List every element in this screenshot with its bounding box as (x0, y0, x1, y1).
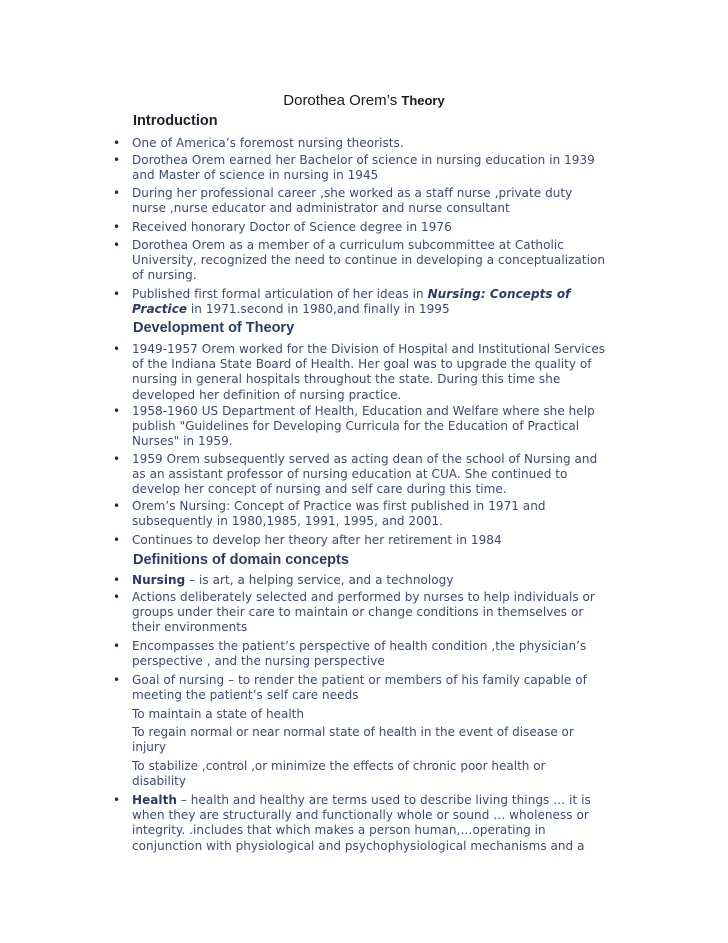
list-item: • Published first formal articulation of her ideas in Nursing: Concepts of Practice in 1971.second in 1980,and finally in 1995 (113, 287, 571, 317)
bullet-icon: • (113, 793, 121, 807)
document-title (0, 92, 728, 109)
list-item: • 1958-1960 US Department of Health, Education and Welfare where she help publish "Guidelines for Developing Curricula for the Education of Practical Nurses" in 1959. (113, 404, 595, 449)
list-item: • One of America’s foremost nursing theorists. (113, 136, 404, 150)
bullet-icon: • (113, 287, 121, 301)
bullet-icon: • (113, 136, 121, 150)
bullet-icon: • (113, 673, 121, 687)
health-term: Health (132, 793, 177, 807)
title-main: Dorothea Orem’s (283, 92, 402, 109)
bullet-icon: • (113, 186, 121, 200)
list-item: • Goal of nursing – to render the patient or members of his family capable of meeting the patient’s self care needs (113, 673, 587, 703)
list-item: • Encompasses the patient’s perspective of health condition ,the physician’s perspective , and the nursing perspective (113, 639, 587, 669)
bullet-icon: • (113, 404, 121, 418)
list-item: • 1949-1957 Orem worked for the Division of Hospital and Institutional Services of the Indiana State Board of Health. Her goal was to upgrade the quality of nursing in general hospitals throughout the state. During this time she developed her definition of nursing practice. (113, 342, 606, 402)
bullet-icon: • (113, 499, 121, 513)
book-title: Nursing: Concepts of Practice (132, 287, 571, 317)
list-item: • Received honorary Doctor of Science degree in 1976 (113, 220, 452, 234)
list-item: • Dorothea Orem earned her Bachelor of science in nursing education in 1939 and Master of science in nursing in 1945 (113, 153, 595, 183)
title-suffix: Theory (401, 93, 445, 108)
list-item: • Orem’s Nursing: Concept of Practice was first published in 1971 and subsequently in 1980,1985, 1991, 1995, and 2001. (113, 499, 546, 529)
bullet-icon: • (113, 590, 121, 604)
list-item: • Actions deliberately selected and performed by nurses to help individuals or groups under their care to maintain or change conditions in themselves or their environments (113, 590, 595, 635)
sub-item: To maintain a state of health (132, 707, 304, 721)
bullet-icon: • (113, 452, 121, 466)
list-item: • Continues to develop her theory after her retirement in 1984 (113, 533, 502, 547)
definitions-heading: Definitions of domain concepts (133, 552, 349, 568)
bullet-icon: • (113, 220, 121, 234)
list-item: • Health – health and healthy are terms used to describe living things … it is when they are structurally and functionally whole or sound … wholeness or integrity. .includes that which makes a person human,…operating in conjunction with physiological and psychophysiological mechanisms and a (113, 793, 591, 853)
bullet-icon: • (113, 153, 121, 167)
list-item: • Nursing – is art, a helping service, and a technology (113, 573, 454, 587)
nursing-term: Nursing (132, 573, 186, 587)
sub-item: To stabilize ,control ,or minimize the effects of chronic poor health or disability (132, 759, 546, 789)
bullet-icon: • (113, 342, 121, 356)
list-item: • 1959 Orem subsequently served as acting dean of the school of Nursing and as an assistant professor of nursing education at CUA. She continued to develop her concept of nursing and self care during this time. (113, 452, 598, 497)
development-heading: Development of Theory (133, 320, 295, 336)
list-item: • Dorothea Orem as a member of a curriculum subcommittee at Catholic University, recognized the need to continue in developing a conceptualization of nursing. (113, 238, 606, 283)
list-item: • During her professional career ,she worked as a staff nurse ,private duty nurse ,nurse educator and administrator and nurse consultant (113, 186, 573, 216)
bullet-icon: • (113, 639, 121, 653)
bullet-icon: • (113, 573, 121, 587)
sub-item: To regain normal or near normal state of health in the event of disease or injury (132, 725, 574, 755)
bullet-icon: • (113, 533, 121, 547)
bullet-icon: • (113, 238, 121, 252)
introduction-heading: Introduction (133, 113, 218, 129)
